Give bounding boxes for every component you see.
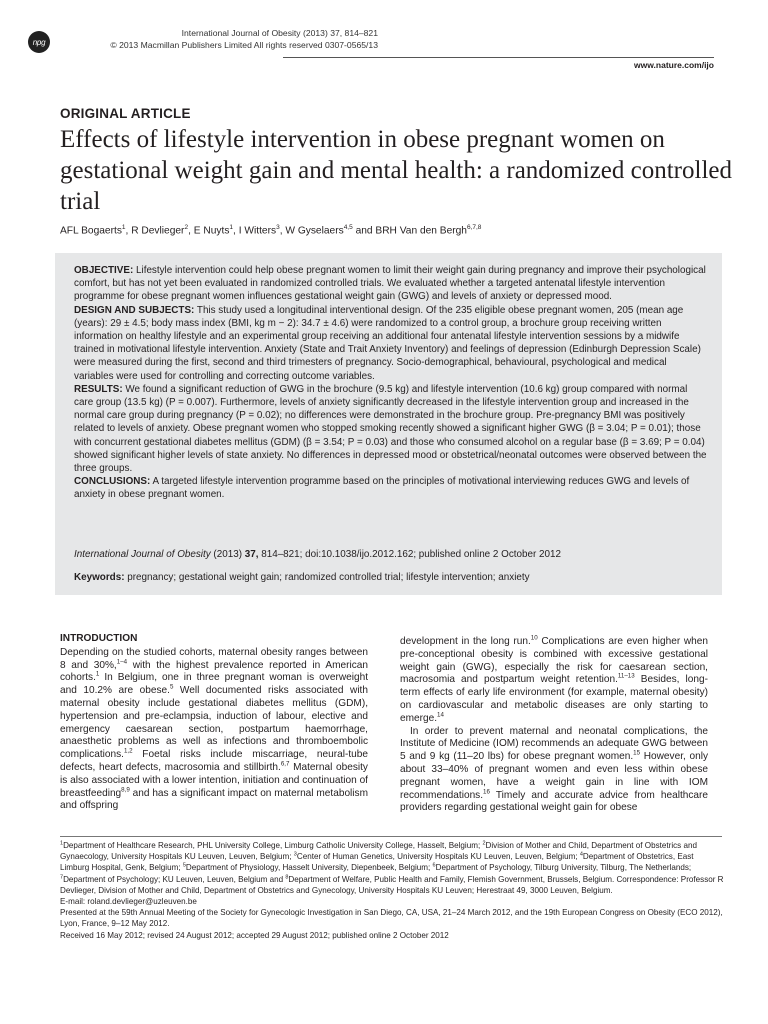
header-rule	[283, 57, 714, 58]
keywords-label: Keywords:	[74, 572, 125, 583]
footnote-rule	[60, 836, 722, 837]
reference-superscript: 6	[432, 862, 436, 869]
reference-superscript: 3	[293, 851, 297, 858]
abstract-results	[74, 383, 708, 475]
author-affiliation-mark: 1	[229, 224, 234, 231]
reference-superscript: 8	[285, 873, 289, 880]
reference-superscript: 1,2	[123, 747, 133, 755]
results-text: We found a significant reduction of GWG in the brochure (9.5 kg) and lifestyle intervention (10.6 kg) group compared with normal care group (13.5 kg) (P = 0.007). Furthermore, levels of anxiety significantly decreased in the lifestyle intervention group and increased in the normal care group during pregnancy (P = 0.02); no differences were demonstrated in the brochure group. Pre-pregnancy BMI was positively related to levels of anxiety. Obese pregnant women who stopped smoking recently showed a significant higher GWG (β = 3.04; P = 0.01); those with concurrent gestational diabetes mellitus (GDM) (β = 3.54; P = 0.03) and those who consumed alcohol on a regular base (β = 3.69; P = 0.04) showed significant higher levels of state anxiety. No differences in depressed mood or obstetrical/neonatal outcomes were observed between the three groups.	[74, 383, 707, 475]
author-affiliation-mark: 2	[184, 224, 189, 231]
keywords	[74, 571, 714, 584]
design-label: DESIGN AND SUBJECTS:	[74, 304, 195, 316]
author-name: R Devlieger	[131, 225, 185, 237]
journal-url-link[interactable]: www.nature.com/ijo	[634, 60, 714, 70]
reference-superscript: 15	[633, 749, 641, 757]
reference-superscript: 16	[483, 788, 490, 796]
author-affiliation-mark: 3	[276, 224, 280, 231]
author-name: I Witters	[238, 225, 277, 237]
body-column-left	[60, 633, 368, 813]
citation-year: (2013)	[210, 549, 245, 560]
results-label: RESULTS:	[74, 383, 123, 395]
reference-superscript: 11–13	[617, 673, 635, 681]
reference-superscript: 5	[169, 683, 174, 691]
author-name: AFL Bogaerts	[60, 225, 122, 237]
reference-superscript: 6,7	[280, 760, 290, 768]
intro-paragraph-1-cont: development in the long run.$^{10}$ Complications are even higher when pre-conceptional obesity is combined with excessive gestational weight gain (GWG), especially the risk for caesarean section, macrosomia and postpartum weight retention.$^{11-13}$ Besides, long-term effects of early life environment (for example, maternal obesity) on cardiovascular and metabolic diseases are only starting to emerge.$^{14}$	[400, 634, 708, 724]
citation-doi: 814–821; doi:10.1038/ijo.2012.162; published online 2 October 2012	[258, 549, 561, 560]
design-text: This study used a longitudinal interventional design. Of the 235 eligible obese pregnant women, 205 (mean age (years): 29 ± 4.5; body mass index (BMI, kg m − 2): 34.7 ± 4.6) were randomized to a control group, a brochure group receiving written information on healthy lifestyle and an experimental group receiving an additional four antenatal lifestyle intervention sessions by a midwife trained in motivational lifestyle intervention. Anxiety (State and Trait Anxiety Inventory) and feelings of depression (Edinburgh Depression Scale) were measured during the first, second and third trimesters of pregnancy. Socio-demographical, behavioural, psychological and medical variables were used for controlling and correcting outcome variables.	[74, 304, 701, 382]
reference-superscript: 10	[530, 634, 538, 642]
keywords-text: pregnancy; gestational weight gain; randomized controlled trial; lifestyle intervention; anxiety	[124, 572, 530, 583]
article-type: ORIGINAL ARTICLE	[60, 106, 191, 121]
conclusions-text: A targeted lifestyle intervention programme based on the principles of motivational interviewing reduces GWG and levels of anxiety in obese pregnant women.	[74, 476, 690, 501]
introduction-heading: INTRODUCTION	[60, 633, 138, 644]
abstract	[74, 264, 708, 502]
footnotes	[60, 840, 724, 941]
reference-superscript: 14	[437, 711, 444, 719]
received-dates: Received 16 May 2012; revised 24 August 2012; accepted 29 August 2012; published online 2 October 2012	[60, 930, 449, 940]
intro-paragraph-2: In order to prevent maternal and neonatal complications, the Institute of Medicine (IOM) recommends an adequate GWG between 5 and 9 kg (11–20 lbs) for obese pregnant women.$^{15}$ However, only about 33–40% of pregnant women and even less within obese pregnant women, have a weight gain in line with IOM recommendations.$^{16}$ Timely and accurate advice from healthcare providers regarding gestational weight gain for obese	[400, 725, 708, 814]
author-list: AFL Bogaerts$^1$, R Devlieger$^2$, E Nuyts$^1$, I Witters$^3$, W Gyselaers$^{4,5}$ and BRH Van den Bergh$^{6,7,8}$	[60, 224, 482, 237]
author-name: E Nuyts	[193, 225, 230, 237]
reference-superscript: 7	[60, 873, 64, 880]
affiliations: $^1$Department of Healthcare Research, PHL University College, Limburg Catholic University College, Hasselt, Belgium; $^2$Division of Mother and Child, Department of Obstetrics and Gynaecology, University Hospitals KU Leuven, Leuven, Belgium; $^3$Center of Human Genetics, University Hospitals KU Leuven, Leuven, Belgium; $^4$Department of Obstetrics, East Limburg Hospital, Genk, Belgium; $^5$Department of Physiology, Hasselt University, Diepenbeek, Belgium; $^6$Department of Psychology, Tilburg University, Tilburg, The Netherlands; $^7$Department of Psychology; KU Leuven, Leuven, Belgium and $^8$Department of Welfare, Public Health and Family, Flemish Government, Brussels, Belgium. Correspondence: Professor R Devlieger, Division of Mother and Child, Department of Obstetrics and Gynecology, University Hospitals KU Leuven; Herestraat 49, 3000 Leuven, Belgium.	[60, 840, 724, 895]
author-name: W Gyselaers	[285, 225, 344, 237]
conclusions-label: CONCLUSIONS:	[74, 476, 151, 488]
reference-superscript: 2	[482, 840, 486, 847]
reference-superscript: 5	[182, 862, 186, 869]
intro-paragraph-1: Depending on the studied cohorts, maternal obesity ranges between 8 and 30%,$^{1-4}$ with the highest prevalence reported in American cohorts.$^1$ In Belgium, one in three pregnant woman is overweight and 10.2% are obese.$^5$ Well documented risks associated with maternal obesity include gestational diabetes mellitus (GDM), hypertension and pre-eclampsia, induction of labour, elective and emergency caesarean section, postpartum haemorrhage, anaesthetic problems as well as infections and thromboembolic complications.$^{1,2}$ Foetal risks include miscarriage, neural-tube defects, heart defects, macrosomia and stillbirth.$^{6,7}$ Maternal obesity is also associated with a lower intention, initiation and continuation of breastfeeding$^{8,9}$ and has a significant impact on maternal metabolism and offspring	[60, 646, 368, 812]
journal-citation-line: International Journal of Obesity (2013) 37, 814–821	[181, 28, 378, 38]
reference-superscript: 4	[579, 851, 583, 858]
author-affiliation-mark: 6,7,8	[466, 224, 482, 231]
objective-label: OBJECTIVE:	[74, 265, 134, 276]
reference-superscript: 8,9	[121, 786, 130, 794]
copyright-line: © 2013 Macmillan Publishers Limited All rights reserved 0307-0565/13	[110, 40, 378, 50]
reference-superscript: 1	[95, 671, 100, 679]
abstract-conclusions	[74, 475, 708, 501]
abstract-design	[74, 304, 708, 383]
author-name: BRH Van den Bergh	[375, 225, 467, 237]
reference-superscript: 1	[60, 840, 64, 847]
body-column-right	[400, 636, 708, 815]
article-citation	[74, 548, 714, 561]
article-title: Effects of lifestyle intervention in obese pregnant women on gestational weight gain and mental health: a randomized controlled trial	[60, 126, 732, 215]
abstract-objective	[74, 264, 708, 304]
citation-volume: 37,	[244, 549, 259, 560]
objective-text: Lifestyle intervention could help obese pregnant women to limit their weight gain during pregnancy and improve their psychological comfort, but has not yet been evaluated in randomized controlled trials. We evaluated whether a targeted antenatal lifestyle intervention programme for obese pregnant women influences gestational weight gain (GWG) and levels of anxiety or depressed mood.	[74, 265, 706, 303]
reference-superscript: 1–4	[116, 658, 128, 666]
presented-note: Presented at the 59th Annual Meeting of the Society for Gynecologic Investigation in San Diego, CA, USA, 21–24 March 2012, and the 19th European Congress on Obesity (ECO 2012), Lyon, France, 9–12 May 2012.	[60, 908, 723, 929]
citation-journal: International Journal of Obesity	[74, 549, 211, 560]
author-affiliation-mark: 4,5	[343, 224, 353, 231]
npg-logo: npg	[28, 31, 50, 53]
correspondence-email: E-mail: roland.devlieger@uzleuven.be	[60, 897, 197, 907]
author-affiliation-mark: 1	[121, 224, 126, 231]
